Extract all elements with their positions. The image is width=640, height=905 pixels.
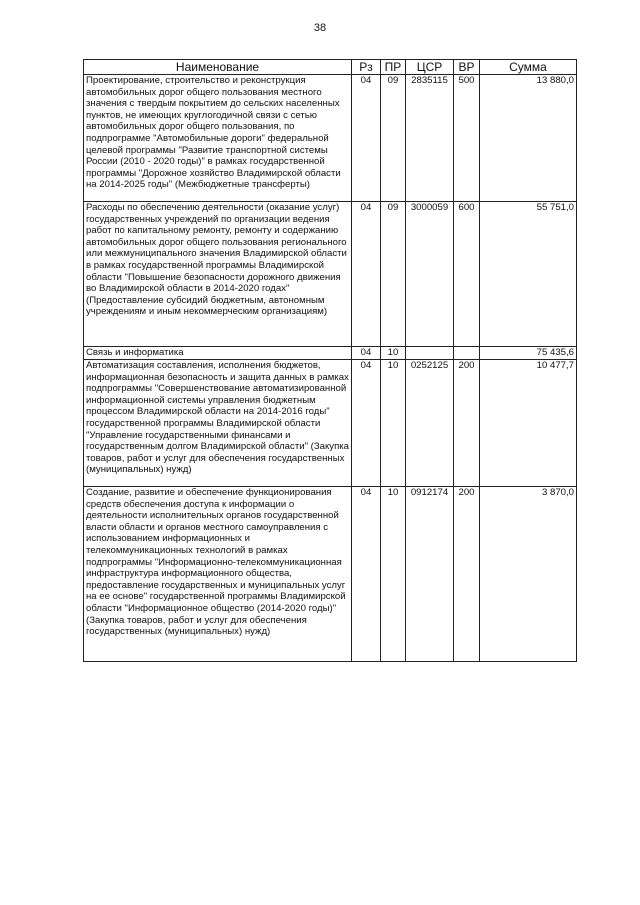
cell-name: Связь и информатика <box>84 347 352 360</box>
cell-sum: 75 435,6 <box>480 347 577 360</box>
cell-pr: 09 <box>381 75 406 202</box>
cell-vr: 200 <box>454 360 480 487</box>
cell-rz: 04 <box>352 360 381 487</box>
table-row <box>84 347 577 360</box>
table-row <box>84 360 577 487</box>
cell-csr: 2835115 <box>406 75 454 202</box>
cell-rz: 04 <box>352 487 381 662</box>
cell-name: Проектирование, строительство и реконструкция автомобильных дорог общего пользования местного значения с твердым покрытием до сельских населенных пунктов, не имеющих круглогодичной связи с сетью автомобильных дорог общего пользования, по подпрограмме "Автомобильные дороги" федеральной целевой программы "Развитие транспортной системы России (2010 - 2020 годы)" в рамках государственной программы "Дорожное хозяйство Владимирской области на 2014-2025 годы" (Межбюджетные трансферты) <box>84 75 352 202</box>
budget-table <box>83 59 577 662</box>
cell-pr: 10 <box>381 487 406 662</box>
cell-name: Автоматизация составления, исполнения бюджетов, информационная безопасность и защита данных в рамках подпрограммы "Совершенствование автоматизированной информационной системы управления бюджетным процессом Владимирской области на 2014-2016 годы" государственной программы Владимирской области "Управление государственными финансами и государственным долгом Владимирской области" (Закупка товаров, работ и услуг для обеспечения государственных (муниципальных) нужд) <box>84 360 352 487</box>
cell-pr: 10 <box>381 360 406 487</box>
cell-pr: 09 <box>381 202 406 347</box>
cell-csr: 0912174 <box>406 487 454 662</box>
cell-vr <box>454 347 480 360</box>
cell-vr: 200 <box>454 487 480 662</box>
cell-csr: 0252125 <box>406 360 454 487</box>
cell-rz: 04 <box>352 202 381 347</box>
cell-rz: 04 <box>352 347 381 360</box>
cell-vr: 600 <box>454 202 480 347</box>
cell-sum: 13 880,0 <box>480 75 577 202</box>
header-csr: ЦСР <box>406 60 454 75</box>
header-rz: Рз <box>352 60 381 75</box>
cell-sum: 55 751,0 <box>480 202 577 347</box>
cell-name: Расходы по обеспечению деятельности (оказание услуг) государственных учреждений по организации ведения работ по капитальному ремонту, ремонту и содержанию автомобильных дорог общего пользования регионального или межмуниципального значения Владимирской области в рамках государственной программы Владимирской области "Повышение безопасности дорожного движения во Владимирской области в 2014-2020 годах" (Предоставление субсидий бюджетным, автономным учреждениям и иным некоммерческим организациям) <box>84 202 352 347</box>
table-row <box>84 202 577 347</box>
cell-sum: 10 477,7 <box>480 360 577 487</box>
header-name: Наименование <box>84 60 352 75</box>
cell-name: Создание, развитие и обеспечение функционирования средств обеспечения доступа к информации о деятельности исполнительных органов государственной власти области и органов местного самоуправления с использованием информационных и телекоммуникационных технологий в рамках подпрограммы "Информационно-телекоммуникационная инфраструктура информационного общества, предоставление государственных и муниципальных услуг на ее основе" государственной программы Владимирской области "Информационное общество (2014-2020 годы)" (Закупка товаров, работ и услуг для обеспечения государственных (муниципальных) нужд) <box>84 487 352 662</box>
header-vr: ВР <box>454 60 480 75</box>
table-row <box>84 487 577 662</box>
header-pr: ПР <box>381 60 406 75</box>
cell-sum: 3 870,0 <box>480 487 577 662</box>
cell-rz: 04 <box>352 75 381 202</box>
cell-csr <box>406 347 454 360</box>
table-header-row <box>84 60 577 75</box>
cell-vr: 500 <box>454 75 480 202</box>
header-sum: Сумма <box>480 60 577 75</box>
cell-csr: 3000059 <box>406 202 454 347</box>
page-number: 38 <box>313 22 327 34</box>
table-row <box>84 75 577 202</box>
cell-pr: 10 <box>381 347 406 360</box>
